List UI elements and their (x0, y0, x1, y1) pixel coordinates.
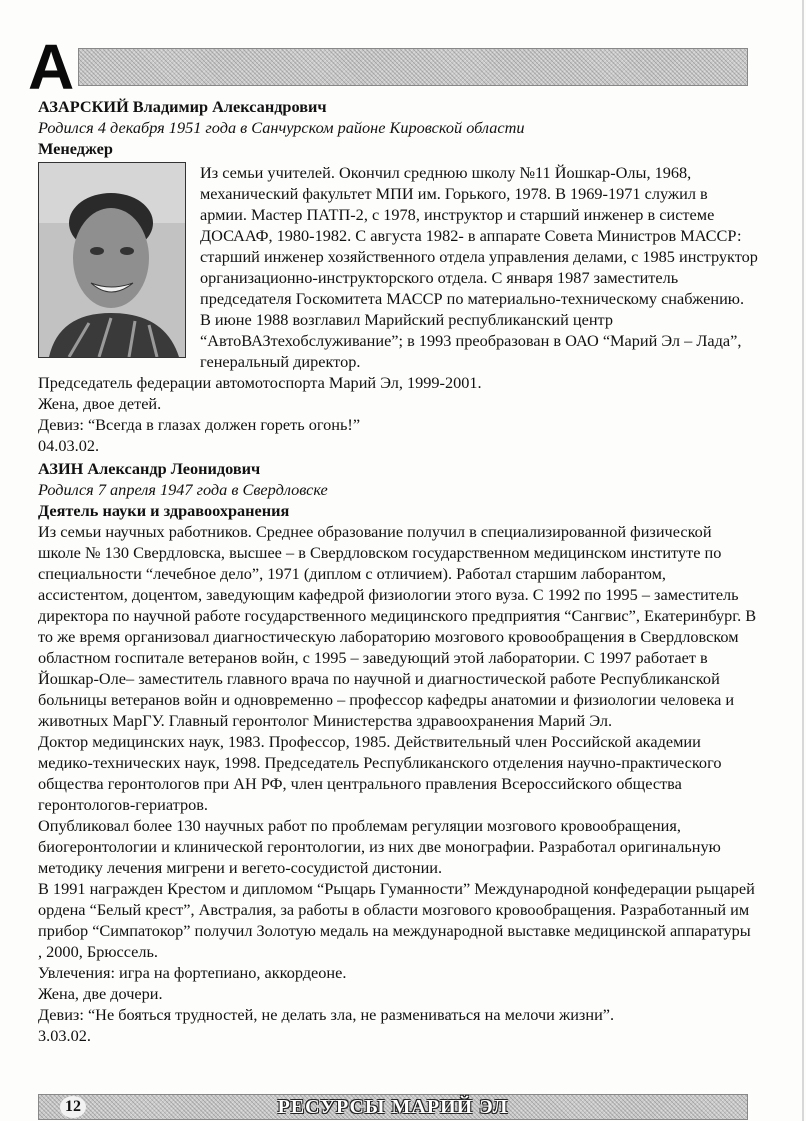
entry-paragraph: Председатель федерации автомотоспорта Марий Эл, 1999-2001. (38, 373, 482, 392)
entry-paragraph: Опубликовал более 130 научных работ по проблемам регуляции мозгового кровообращения, биогеронтологии и клинической геронтологии, из них две монографии. Разработал оригинальную методику лечения мигрени и вегето-сосудистой дистонии. (38, 816, 721, 877)
entry-azin (38, 458, 758, 1046)
entry-motto: Девиз: “Не бояться трудностей, не делать зла, не размениваться на мелочи жизни”. (38, 1005, 615, 1024)
entry-role: Менеджер (38, 139, 113, 158)
header-bar (78, 48, 748, 86)
entry-date: 3.03.02. (38, 1026, 91, 1045)
entry-birth: Родился 4 декабря 1951 года в Санчурском районе Кировской области (38, 118, 525, 137)
footer-title: РЕСУРСЫ МАРИЙ ЭЛ (277, 1096, 509, 1118)
entry-azarsky (38, 96, 758, 456)
entry-name: АЗИН Александр Леонидович (38, 459, 261, 478)
entry-name: АЗАРСКИЙ Владимир Александрович (38, 97, 327, 116)
page-edge (802, 0, 804, 1121)
entry-paragraph: Жена, две дочери. (38, 984, 163, 1003)
entry-date: 04.03.02. (38, 436, 100, 455)
section-letter: А (28, 31, 75, 103)
photo-row (38, 160, 758, 372)
entry-role: Деятель науки и здравоохранения (38, 501, 290, 520)
entry-paragraph: Увлечения: игра на фортепиано, аккордеоне. (38, 963, 347, 982)
entry-motto: Девиз: “Всегда в глазах должен гореть огонь!” (38, 415, 361, 434)
entry-birth: Родился 7 апреля 1947 года в Свердловске (38, 480, 328, 499)
entry-paragraph: Доктор медицинских наук, 1983. Профессор, 1985. Действительный член Российской академии медико-технических наук, 1998. Председатель Республиканского отделения научно-практического общества геронтологов при АН РФ, член центрального правления Всероссийского общества геронтологов-гериатров. (38, 732, 722, 814)
entry-paragraph: В 1991 награжден Крестом и дипломом “Рыцарь Гуманности” Международной конфедерации рыцарей ордена “Белый крест”, Австралия, за работы в области мозгового кровообращения. Разработанный им прибор “Симпатокор” получил Золотую медаль на международной выставке медицинской аппаратуры , 2000, Брюссель. (38, 879, 755, 961)
portrait-photo (38, 162, 186, 358)
portrait-image (39, 163, 185, 357)
page-number: 12 (60, 1096, 86, 1118)
entry-paragraph: Жена, двое детей. (38, 394, 162, 413)
entry-paragraph: Из семьи научных работников. Среднее образование получил в специализированной физической школе № 130 Свердловска, высшее – в Свердловском государственном медицинском институте по специальности “лечебное дело”, 1971 (диплом с отличием). Работал старшим лаборантом, ассистентом, доцентом, заведующим кафедрой физиологии этого вуза. С 1992 по 1995 – заместитель директора по научной работе государственного медицинского предприятия “Сангвис”, Екатеринбург. В то же время организовал диагностическую лабораторию мозгового кровообращения в Свердловском областном госпитале ветеранов войн, с 1995 – заведующий этой лаборатории. С 1997 работает в Йошкар-Оле– заместитель главного врача по научной и диагностической работе Республиканской больницы ветеранов войн и одновременно – профессор кафедры анатомии и физиологии человека и животных МарГУ. Главный геронтолог Министерства здравоохранения Марий Эл. (38, 522, 757, 730)
entry-bio-side: Из семьи учителей. Окончил среднюю школу №11 Йошкар-Олы, 1968, механический факультет МПИ им. Горького, 1978. В 1969-1971 служил в армии. Мастер ПАТП-2, с 1978, инструктор и старший инженер в системе ДОСААФ, 1980-1982. С августа 1982- в аппарате Совета Министров МАССР: старший инженер хозяйственного отдела управления делами, с 1985 инструктор организационно-инструкторского отдела. С января 1987 заместитель председателя Госкомитета МАССР по материально-техническому снабжению. В июне 1988 возглавил Марийский республиканский центр “АвтоВАЗтехобслуживание”; в 1993 преобразован в ОАО “Марий Эл – Лада”, генеральный директор. (200, 163, 758, 371)
